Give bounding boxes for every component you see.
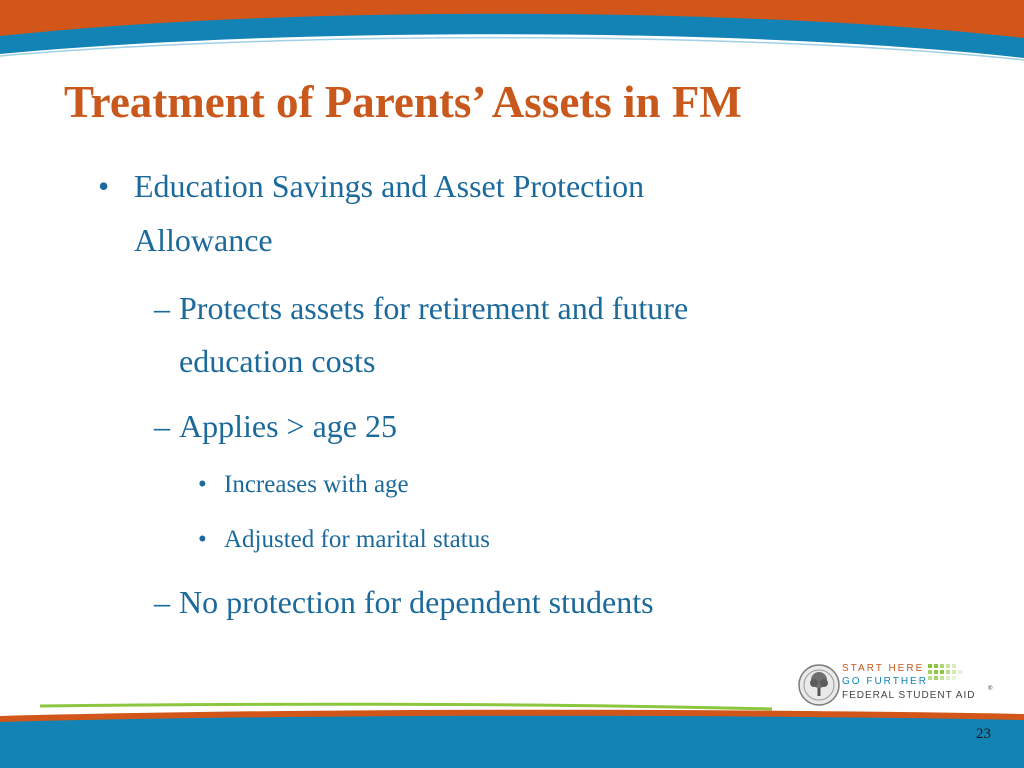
logo-line-federal-student-aid: FEDERAL STUDENT AID bbox=[842, 690, 976, 701]
bullet-text: Protects assets for retirement and future bbox=[179, 290, 689, 326]
sub-bullet-item bbox=[154, 584, 654, 621]
sub-bullet-item bbox=[154, 408, 397, 445]
pixel-pattern-icon bbox=[928, 662, 988, 688]
page-number: 23 bbox=[976, 726, 991, 742]
dash-marker: – bbox=[154, 408, 170, 444]
sub-sub-bullet-item bbox=[198, 526, 490, 554]
slide-title: Treatment of Parents’ Assets in FM bbox=[64, 77, 742, 127]
bullet-text: education costs bbox=[179, 343, 376, 379]
bullet-continuation bbox=[179, 343, 375, 380]
sub-sub-bullet-item bbox=[198, 471, 409, 499]
top-banner bbox=[0, 0, 1024, 70]
bullet-marker: • bbox=[98, 168, 110, 204]
bullet-text: Allowance bbox=[134, 222, 273, 258]
bullet-item bbox=[98, 168, 644, 205]
bullet-text: Applies > age 25 bbox=[179, 408, 397, 444]
bullet-continuation bbox=[134, 222, 273, 259]
dash-marker: – bbox=[154, 290, 170, 326]
logo-line-go-further: GO FURTHER bbox=[842, 676, 928, 687]
dash-marker: – bbox=[154, 584, 170, 620]
bullet-text: Increases with age bbox=[224, 471, 409, 498]
bullet-text: Adjusted for marital status bbox=[224, 526, 490, 553]
bottom-banner bbox=[0, 700, 1024, 768]
trademark-symbol: ® bbox=[988, 686, 993, 692]
bullet-text: Education Savings and Asset Protection bbox=[134, 168, 645, 204]
sub-bullet-item bbox=[154, 290, 688, 327]
bullet-marker: • bbox=[198, 471, 207, 498]
logo-line-start-here: START HERE bbox=[842, 663, 925, 674]
bullet-marker: • bbox=[198, 526, 207, 553]
bullet-text: No protection for dependent students bbox=[179, 584, 654, 620]
